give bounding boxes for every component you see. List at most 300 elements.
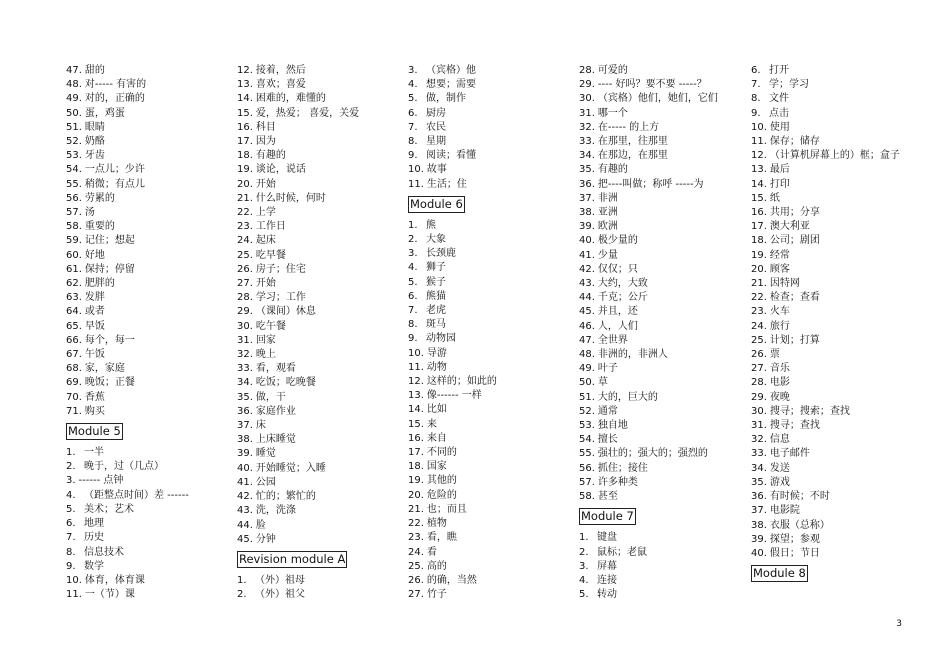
vocab-entry [237,263,402,277]
entry-number: 19. [408,475,424,487]
module-heading: Module 7 [581,509,634,524]
entry-number: 48. [66,79,82,91]
entry-meaning: 地理 [84,518,104,530]
entry-number: 13. [237,79,253,91]
vocab-entry [237,291,402,305]
entry-number: 43. [237,505,253,517]
entry-meaning: 夜晚 [769,391,790,403]
vocab-entry [751,533,901,547]
vocab-entry [579,348,744,362]
entry-meaning: 有时候；不时 [769,491,830,503]
vocab-entry [579,546,744,560]
entry-number: 37. [237,420,253,432]
vocab-entry [751,519,901,533]
entry-meaning: 转动 [597,589,617,601]
entry-number: 1. [66,447,76,459]
entry-meaning: ------ 点钟 [78,475,124,487]
entry-number: 1. [237,574,247,586]
entry-meaning: 起床 [255,235,276,247]
entry-number: 14. [751,178,767,190]
vocab-entry [579,391,744,405]
entry-meaning: 电子邮件 [769,448,810,460]
entry-number: 7. [408,121,418,133]
entry-meaning: 什么时候，何时 [255,192,326,204]
vocab-entry [579,305,744,319]
entry-meaning: 其他的 [426,475,457,487]
entry-meaning: 千克；公斤 [597,292,648,304]
entry-number: 9. [66,560,76,572]
entry-meaning: 人，人们 [597,320,638,332]
vocab-entry [751,92,901,106]
entry-meaning: 经常 [769,249,790,261]
entry-meaning: 抓住；接住 [597,462,648,474]
vocab-entry [751,462,901,476]
vocab-entry [579,531,744,545]
vocab-entry [66,460,231,474]
entry-number: 1. [408,219,418,231]
entry-number: 32. [751,434,767,446]
entry-number: 41. [237,476,253,488]
vocab-entry [579,362,744,376]
entry-meaning: 通常 [597,405,618,417]
vocab-entry [66,362,231,376]
entry-number: 50. [66,107,82,119]
vocab-entry [66,163,231,177]
entry-number: 30. [237,320,253,332]
entry-meaning: 星期 [426,136,446,148]
vocab-entry [408,546,573,560]
entry-number: 26. [751,349,767,361]
entry-number: 53. [579,420,595,432]
entry-meaning: 开始 [255,278,276,290]
entry-meaning: 纸 [769,192,780,204]
entry-number: 15. [751,192,767,204]
entry-number: 51. [66,121,82,133]
vocab-entry [237,405,402,419]
entry-number: 31. [237,334,253,346]
entry-number: 24. [408,546,424,558]
vocab-entry [751,64,901,78]
vocab-entry [408,418,573,432]
entry-number: 40. [579,235,595,247]
entry-meaning: 信息 [769,434,790,446]
entry-meaning: 因特网 [769,278,800,290]
entry-number: 14. [408,404,424,416]
entry-number: 19. [237,164,253,176]
vocab-entry [408,178,573,192]
entry-meaning: 接着，然后 [255,65,306,76]
entry-meaning: 公司；剧团 [769,235,820,247]
vocab-entry [579,588,744,602]
vocab-entry [751,234,901,248]
entry-meaning: 牙齿 [84,150,105,162]
entry-number: 6. [66,518,76,530]
entry-meaning: 一半 [84,447,104,459]
entry-number: 20. [237,178,253,190]
entry-number: 51. [579,391,595,403]
entry-meaning: 长颈鹿 [426,248,456,260]
entry-meaning: 旅行 [769,320,790,332]
entry-number: 40. [751,547,767,559]
vocab-entry [237,433,402,447]
vocab-entry [579,178,744,192]
entry-meaning: 家庭作业 [255,405,296,417]
entry-number: 29. [237,306,253,318]
entry-meaning: 国家 [426,461,447,473]
entry-number: 58. [579,491,595,503]
vocab-entry [751,405,901,419]
vocab-entry [66,92,231,106]
entry-number: 57. [66,207,82,219]
entry-meaning: 公园 [255,476,276,488]
entry-meaning: 开始睡觉；入睡 [255,462,326,474]
entry-meaning: 最后 [769,164,790,176]
entry-number: 34. [579,150,595,162]
entry-number: 12. [237,65,253,76]
entry-meaning: 房子；住宅 [255,263,306,275]
vocab-entry [66,503,231,517]
entry-meaning: 吃早餐 [255,249,286,261]
entry-meaning: 非洲的，非洲人 [597,349,668,361]
entry-number: 55. [66,178,82,190]
vocab-entry [751,121,901,135]
entry-meaning: 比如 [426,404,447,416]
entry-meaning: 学习；工作 [255,292,306,304]
entry-meaning: 晚于，过（几点） [84,461,164,473]
entry-number: 68. [66,363,82,375]
vocab-entry [237,334,402,348]
entry-meaning: 信息技术 [84,546,124,558]
vocab-entry [237,206,402,220]
entry-number: 31. [751,420,767,432]
vocab-entry [751,263,901,277]
entry-number: 11. [751,136,767,148]
entry-meaning: 竹子 [426,589,447,601]
vocab-entry [237,504,402,518]
entry-number: 9. [408,150,418,162]
vocab-entry [751,192,901,206]
entry-number: 33. [237,363,253,375]
vocab-entry [579,447,744,461]
entry-meaning: 老虎 [426,305,446,317]
entry-meaning: 阅读；看懂 [426,150,476,162]
entry-number: 6. [408,290,418,302]
entry-meaning: 回家 [255,334,276,346]
vocab-entry [237,149,402,163]
vocab-entry [579,107,744,121]
entry-meaning: 文件 [769,93,789,105]
entry-meaning: 顾客 [769,263,790,275]
entry-meaning: 这样的；如此的 [426,376,497,388]
column-1 [66,64,231,602]
entry-number: 38. [237,434,253,446]
entry-number: 3. [408,65,418,76]
entry-meaning: 有趣的 [255,150,286,162]
vocab-entry [579,433,744,447]
entry-number: 1. [579,532,589,544]
vocab-entry [66,574,231,588]
vocab-entry [408,474,573,488]
vocab-entry [751,249,901,263]
entry-number: 2. [66,461,76,473]
entry-number: 2. [408,234,418,246]
entry-number: 40. [237,462,253,474]
vocab-entry [408,276,573,290]
vocab-entry [408,517,573,531]
entry-meaning: 擅长 [597,434,618,446]
entry-number: 2. [237,589,247,601]
entry-meaning: 检查；查看 [769,292,820,304]
vocab-entry [579,249,744,263]
entry-number: 71. [66,405,82,417]
entry-number: 20. [751,263,767,275]
vocab-entry [237,447,402,461]
entry-meaning: 午饭 [84,349,105,361]
vocab-entry [579,78,744,92]
entry-number: 11. [66,589,82,601]
entry-number: 7. [66,532,76,544]
entry-number: 6. [751,65,761,76]
entry-number: 58. [66,221,82,233]
vocab-entry [237,249,402,263]
entry-meaning: 叶子 [597,363,618,375]
vocab-entry [66,277,231,291]
vocab-entry [579,490,744,504]
entry-number: 70. [66,391,82,403]
vocab-entry [237,490,402,504]
entry-meaning: 独自地 [597,420,628,432]
entry-meaning: 导游 [426,347,447,359]
entry-number: 21. [237,192,253,204]
entry-meaning: 极少量的 [597,235,638,247]
vocab-entry [408,489,573,503]
entry-meaning: 每个，每一 [84,334,135,346]
entry-meaning: 欧洲 [597,221,618,233]
entry-number: 36. [237,405,253,417]
entry-meaning: 游戏 [769,476,790,488]
entry-number: 30. [751,405,767,417]
entry-meaning: 保持；停留 [84,263,135,275]
vocab-entry [408,460,573,474]
entry-meaning: （距整点时间）差 ------ [84,489,189,501]
entry-number: 8. [408,319,418,331]
vocab-entry [579,135,744,149]
vocab-entry [751,291,901,305]
entry-number: 63. [66,292,82,304]
module-heading: Revision module A [239,551,346,566]
entry-meaning: 高的 [426,560,447,572]
entry-meaning: 像------ 一样 [426,390,482,402]
vocab-entry [66,78,231,92]
entry-meaning: 上学 [255,207,276,219]
entry-number: 4. [579,574,589,586]
vocab-entry [66,249,231,263]
entry-number: 56. [579,462,595,474]
entry-number: 44. [579,292,595,304]
entry-meaning: 历史 [84,532,104,544]
entry-number: 61. [66,263,82,275]
vocab-entry [66,489,231,503]
entry-meaning: 忙的；繁忙的 [255,491,316,503]
vocab-entry [237,107,402,121]
entry-number: 39. [579,221,595,233]
entry-number: 3. [408,248,418,260]
vocab-entry [237,305,402,319]
entry-meaning: 晚上 [255,349,276,361]
entry-meaning: 看 [426,546,437,558]
vocab-entry [408,403,573,417]
entry-meaning: 分钟 [255,533,276,545]
vocab-entry [751,376,901,390]
entry-number: 5. [408,93,418,105]
vocab-entry [408,149,573,163]
entry-meaning: 共用；分享 [769,207,820,219]
entry-meaning: 一点儿；少许 [84,164,145,176]
entry-number: 23. [751,306,767,318]
page-number: 3 [896,619,902,629]
entry-number: 35. [237,391,253,403]
vocab-entry [66,220,231,234]
entry-meaning: 肥胖的 [84,278,115,290]
vocab-entry [237,533,402,547]
vocab-entry [751,320,901,334]
vocab-entry [237,178,402,192]
entry-number: 12. [408,376,424,388]
entry-number: 55. [579,448,595,460]
entry-number: 10. [408,347,424,359]
entry-number: 25. [237,249,253,261]
vocab-entry [751,220,901,234]
vocab-entry [408,432,573,446]
entry-meaning: 做，干 [255,391,286,403]
entry-number: 18. [408,461,424,473]
vocab-entry [237,391,402,405]
entry-meaning: 洗，洗涤 [255,505,296,517]
entry-number: 45. [237,533,253,545]
entry-number: 29. [579,79,595,91]
entry-meaning: 仅仅；只 [597,263,638,275]
entry-number: 5. [579,589,589,601]
entry-meaning: 因为 [255,136,276,148]
entry-meaning: 晚饭；正餐 [84,377,135,389]
entry-meaning: 家，家庭 [84,363,125,375]
vocab-entry [751,348,901,362]
entry-meaning: 火车 [769,306,790,318]
entry-number: 5. [66,503,76,515]
entry-meaning: （课间）休息 [255,306,316,318]
entry-number: 31. [579,107,595,119]
entry-number: 28. [751,377,767,389]
vocab-entry [579,149,744,163]
vocab-entry [237,376,402,390]
entry-number: 35. [751,476,767,488]
entry-meaning: 全世界 [597,334,628,346]
entry-meaning: 一（节）课 [84,589,135,601]
entry-meaning: 保存；储存 [769,136,820,148]
column-3 [408,64,573,602]
entry-number: 37. [751,505,767,517]
entry-meaning: 假日；节日 [769,547,820,559]
entry-meaning: 汤 [84,207,95,219]
vocab-entry [237,277,402,291]
entry-meaning: 猴子 [426,276,446,288]
vocab-entry [408,560,573,574]
entry-meaning: 音乐 [769,363,790,375]
entry-meaning: 许多种类 [597,476,638,488]
entry-number: 67. [66,349,82,361]
entry-number: 28. [237,292,253,304]
entry-number: 27. [751,363,767,375]
entry-number: 9. [408,333,418,345]
vocab-entry [66,192,231,206]
entry-number: 41. [579,249,595,261]
entry-number: 6. [408,107,418,119]
vocab-entry [408,446,573,460]
entry-meaning: 把----叫做；称呼 -----为 [597,178,704,190]
entry-number: 4. [408,262,418,274]
vocab-entry [237,476,402,490]
entry-number: 47. [579,334,595,346]
entry-number: 32. [237,349,253,361]
vocab-entry [408,78,573,92]
entry-number: 17. [751,221,767,233]
entry-number: 65. [66,320,82,332]
vocab-entry [408,64,573,78]
entry-meaning: 甚至 [597,491,618,503]
entry-number: 14. [237,93,253,105]
entry-meaning: 学；学习 [769,79,809,91]
vocab-entry [66,121,231,135]
entry-number: 30. [579,93,595,105]
vocab-entry [579,121,744,135]
entry-number: 36. [579,178,595,190]
vocab-entry [66,517,231,531]
entry-meaning: 眼睛 [84,121,105,133]
vocab-entry [237,419,402,433]
entry-number: 62. [66,278,82,290]
entry-number: 2. [579,546,589,558]
entry-number: 47. [66,65,82,76]
entry-meaning: 鼠标；老鼠 [597,546,647,558]
entry-number: 11. [408,361,424,373]
entry-meaning: 体育，体育课 [84,574,145,586]
entry-number: 10. [408,164,424,176]
entry-number: 57. [579,476,595,488]
entry-number: 34. [237,377,253,389]
entry-meaning: 科目 [255,121,276,133]
entry-meaning: 计划；打算 [769,334,820,346]
entry-meaning: 非洲 [597,192,618,204]
entry-meaning: 奶酪 [84,136,105,148]
vocab-entry [237,588,402,602]
entry-number: 23. [408,532,424,544]
entry-meaning: 好地 [84,249,105,261]
vocab-entry [66,405,231,419]
entry-number: 60. [66,249,82,261]
vocab-entry [237,64,402,78]
entry-number: 8. [408,136,418,148]
entry-meaning: 对的，正确的 [84,93,145,105]
vocab-entry [579,574,744,588]
entry-number: 46. [579,320,595,332]
entry-meaning: 动物 [426,361,447,373]
entry-number: 10. [751,121,767,133]
entry-number: 5. [408,276,418,288]
vocab-entry [66,305,231,319]
vocab-entry [237,192,402,206]
vocab-entry [66,446,231,460]
entry-meaning: 票 [769,349,780,361]
